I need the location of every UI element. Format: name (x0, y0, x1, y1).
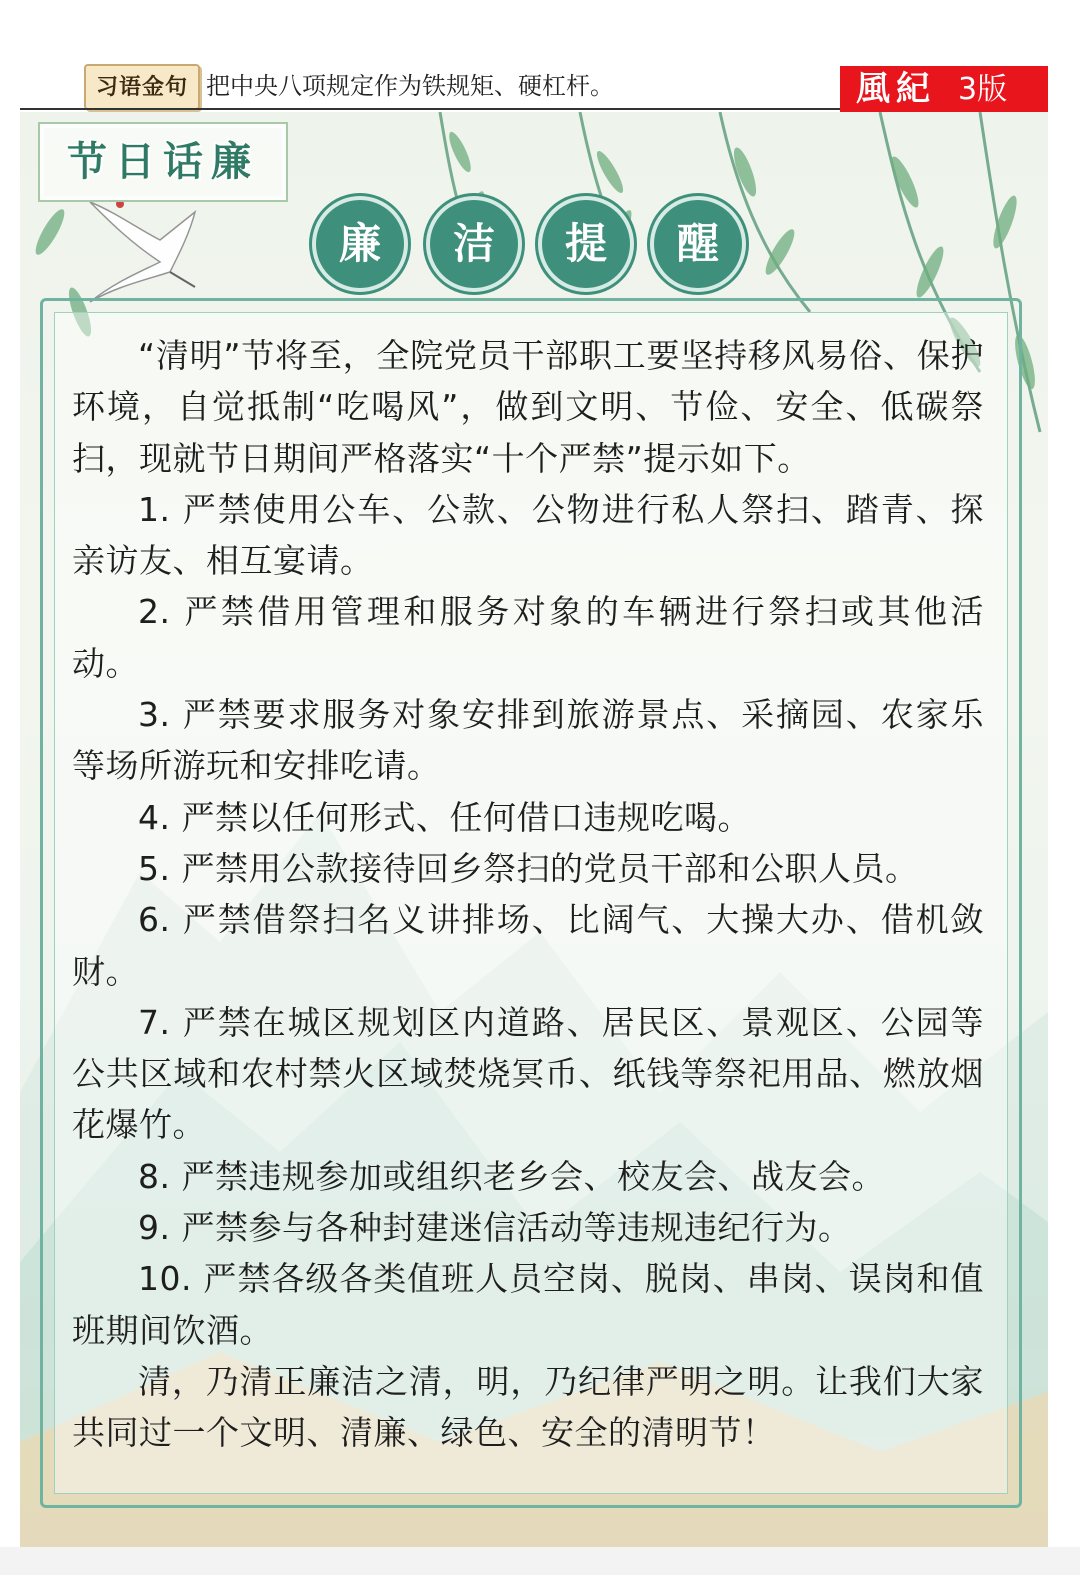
rule-item-6: 6. 严禁借祭扫名义讲排场、比阔气、大操大办、借机敛财。 (72, 900, 984, 991)
rule-item-1: 1. 严禁使用公车、公款、公物进行私人祭扫、踏青、探亲访友、相互宴请。 (72, 489, 984, 581)
rule-item-10: 10. 严禁各级各类值班人员空岗、脱岗、串岗、误岗和值班期间饮酒。 (72, 1259, 984, 1350)
rule-item-9: 9. 严禁参与各种封建迷信活动等违规违纪行为。 (138, 1208, 852, 1248)
rule-item-7: 7. 严禁在城区规划区内道路、居民区、景观区、公园等公共区域和农村禁火区域焚烧冥币、纸钱等祭祀用品、燃放烟花爆竹。 (72, 1002, 984, 1145)
closing-paragraph: 清，乃清正廉洁之清，明，乃纪律严明之明。让我们大家共同过一个文明、清廉、绿色、安全的清明节！ (72, 1361, 984, 1453)
section-tag-text: 节日话廉 (67, 138, 259, 185)
rule-item-2: 2. 严禁借用管理和服务对象的车辆进行祭扫或其他活动。 (72, 592, 984, 683)
rule-item-8: 8. 严禁违规参加或组织老乡会、校友会、战友会。 (138, 1156, 885, 1196)
quote-badge: 习语金句 (84, 64, 200, 110)
title-char-2: 洁 (426, 196, 522, 292)
page-header (0, 0, 1080, 112)
edition-badge (840, 66, 1048, 112)
title-circles (308, 196, 758, 292)
header-quote-text: 把中央八项规定作为铁规矩、硬杠杆。 (206, 72, 614, 100)
rule-item-4: 4. 严禁以任何形式、任何借口违规吃喝。 (138, 797, 751, 837)
title-char-1: 廉 (312, 196, 408, 292)
rule-item-3: 3. 严禁要求服务对象安排到旅游景点、采摘园、农家乐等场所游玩和安排吃请。 (72, 695, 984, 786)
edition-name: 風紀 (856, 69, 936, 109)
crane-icon (90, 200, 195, 302)
edition-number: 3版 (958, 72, 1008, 107)
footer-band (0, 1547, 1080, 1575)
header-divider (20, 108, 840, 110)
notice-body (72, 330, 984, 1459)
section-tag (38, 122, 288, 202)
title-char-3: 提 (538, 196, 634, 292)
title-char-4: 醒 (650, 196, 746, 292)
intro-paragraph: “清明”节将至，全院党员干部职工要坚持移风易俗、保护环境，自觉抵制“吃喝风”，做到文明、节俭、安全、低碳祭扫，现就节日期间严格落实“十个严禁”提示如下。 (72, 336, 984, 478)
rule-item-5: 5. 严禁用公款接待回乡祭扫的党员干部和公职人员。 (138, 848, 919, 888)
